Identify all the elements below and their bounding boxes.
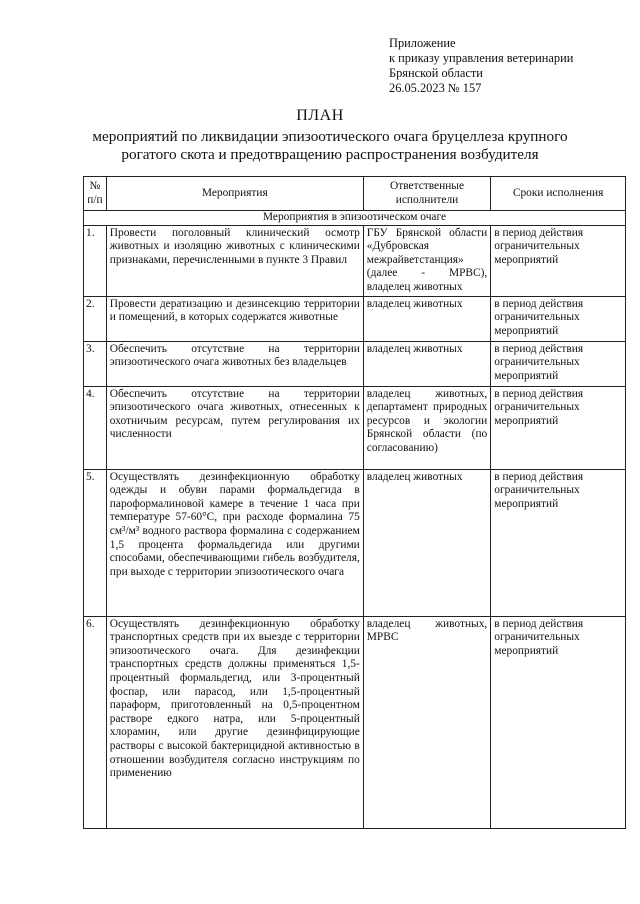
plan-table: [83, 176, 626, 829]
row-deadline: в период действия ограничительных мероприятий: [491, 225, 626, 296]
row-measure: Осуществлять дезинфекционную обработку одежды и обуви парами формальдегида в пароформалиновой камере в течение 1 часа при температуре 57-60°С, при расходе формалина 75 см³/м³ водного раствора формалина с содержанием 1,5 процента формальдегида или другими способами, обеспечивающими гибель возбудителя, при выходе с территории эпизоотического очага: [106, 469, 363, 616]
row-measure: Обеспечить отсутствие на территории эпизоотического очага животных, отнесенных к охотничьим ресурсам, путем регулирования их численности: [106, 386, 363, 469]
row-deadline: в период действия ограничительных мероприятий: [491, 469, 626, 616]
table-row: [84, 469, 626, 616]
section-row: [84, 211, 626, 226]
table-row: [84, 296, 626, 341]
row-deadline: в период действия ограничительных мероприятий: [491, 296, 626, 341]
header-responsible: Ответственные исполнители: [363, 177, 490, 211]
header-measure: Мероприятия: [106, 177, 363, 211]
row-num: 3.: [84, 341, 107, 386]
row-num: 5.: [84, 469, 107, 616]
row-measure: Провести поголовный клинический осмотр животных и изоляцию животных с клиническими признаками, перечисленными в пункте 3 Правил: [106, 225, 363, 296]
document-subtitle: мероприятий по ликвидации эпизоотического очага бруцеллеза крупного рогатого скота и предотвращению распространения возбудителя: [92, 128, 568, 163]
row-measure: Провести дератизацию и дезинсекцию территории и помещений, в которых содержатся животные: [106, 296, 363, 341]
row-responsible: ГБУ Брянской области «Дубровская межрайветстанция» (далее - МРВС), владелец животных: [363, 225, 490, 296]
table-row: [84, 616, 626, 828]
annex-line: Брянской области: [389, 66, 483, 80]
row-responsible: владелец животных: [363, 341, 490, 386]
annex-line: к приказу управления ветеринарии: [389, 51, 574, 65]
header-num: № п/п: [84, 177, 107, 211]
header-deadline: Сроки исполнения: [491, 177, 626, 211]
document-title: ПЛАН: [296, 107, 344, 124]
table-row: [84, 225, 626, 296]
row-responsible: владелец животных: [363, 469, 490, 616]
row-responsible: владелец животных, МРВС: [363, 616, 490, 828]
row-deadline: в период действия ограничительных мероприятий: [491, 341, 626, 386]
annex-header: [389, 36, 573, 96]
row-measure: Обеспечить отсутствие на территории эпизоотического очага животных без владельцев: [106, 341, 363, 386]
table-row: [84, 341, 626, 386]
row-num: 2.: [84, 296, 107, 341]
row-num: 1.: [84, 225, 107, 296]
row-num: 4.: [84, 386, 107, 469]
row-deadline: в период действия ограничительных мероприятий: [491, 386, 626, 469]
table-row: [84, 386, 626, 469]
row-deadline: в период действия ограничительных мероприятий: [491, 616, 626, 828]
row-measure: Осуществлять дезинфекционную обработку транспортных средств при их выезде с территории эпизоотического очага. Для дезинфекции транспортных средств должны применяться 1,5-процентный формальдегид, или 3-процентный фоспар, или парасод, или 1,5-процентный параформ, приготовленный на 0,5-процентном растворе едкого натра, или 5-процентный хлорамин, или другие дезинфицирующие растворы с высокой бактерицидной активностью в отношении возбудителя согласно инструкциям по применению: [106, 616, 363, 828]
row-num: 6.: [84, 616, 107, 828]
annex-date-number: 26.05.2023 № 157: [389, 81, 482, 95]
annex-line: Приложение: [389, 36, 456, 50]
row-responsible: владелец животных: [363, 296, 490, 341]
section-title: Мероприятия в эпизоотическом очаге: [84, 211, 626, 226]
row-responsible: владелец животных, департамент природных ресурсов и экологии Брянской области (по согласованию): [363, 386, 490, 469]
table-header-row: [84, 177, 626, 211]
